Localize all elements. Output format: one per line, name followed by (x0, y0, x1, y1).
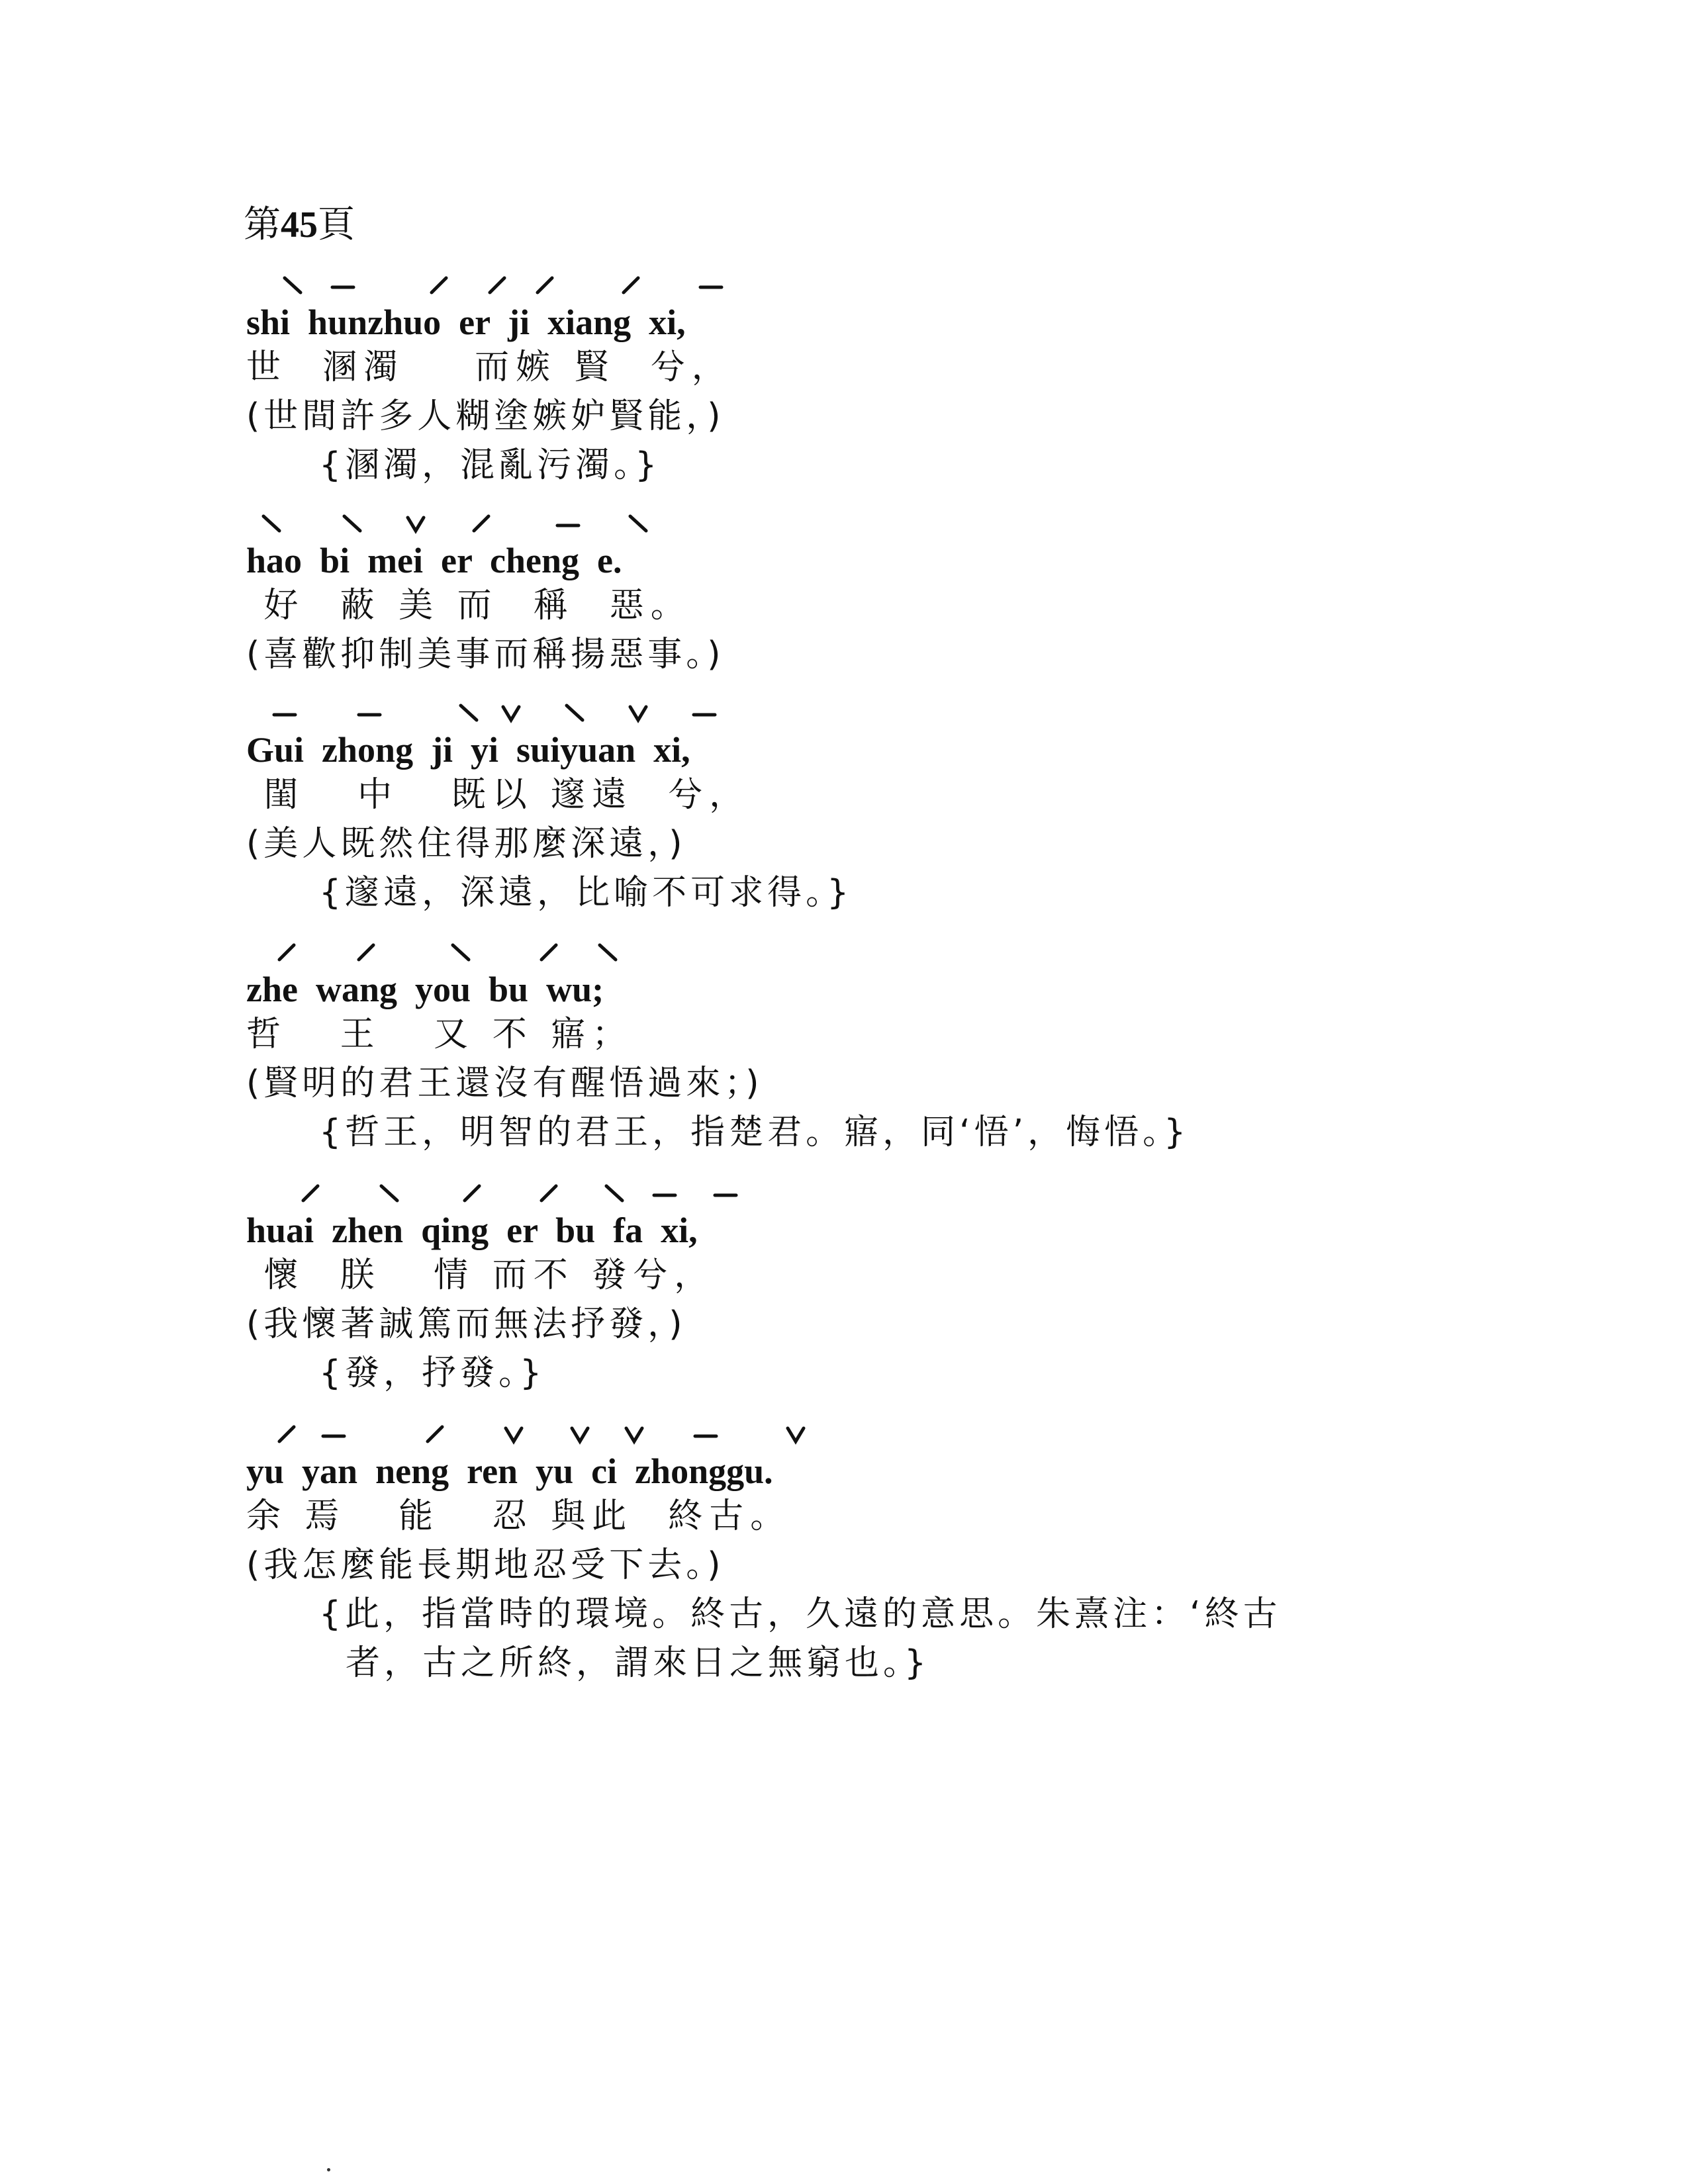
pinyin-line: hao bi mei er cheng e. (246, 541, 622, 580)
tone-mark-rising (273, 940, 299, 966)
tone-mark-dipping (567, 1422, 593, 1448)
pinyin-line: Gui zhong ji yi suiyuan xi, (246, 730, 690, 770)
pinyin-line: zhe wang you bu wu; (246, 970, 604, 1009)
translation-line: (賢明的君王還沒有醒悟過來；) (246, 1064, 763, 1103)
tone-marks (246, 1422, 1504, 1451)
tone-mark-level (651, 1181, 678, 1207)
tone-mark-falling (455, 700, 482, 727)
tone-marks (246, 700, 1504, 729)
stanza-1 (246, 273, 1504, 490)
page-number-suffix: 頁 (318, 203, 355, 246)
tone-mark-rising (352, 940, 379, 966)
chinese-line: 余 焉 能 忍 與此 終古。 (246, 1496, 792, 1536)
scan-speck (327, 2168, 330, 2171)
tone-mark-falling (339, 511, 365, 537)
tone-mark-dipping (500, 1422, 527, 1448)
tone-mark-falling (561, 700, 588, 727)
tone-mark-rising (535, 1181, 561, 1207)
tone-mark-falling (594, 940, 621, 966)
annotation-note-continued: 者，古之所終，謂來日之無窮也。} (346, 1643, 931, 1683)
tone-mark-rising (531, 273, 557, 299)
tone-mark-level (356, 700, 383, 727)
chinese-line: 好 蔽 美 而 稱 惡。 (246, 586, 692, 625)
tone-mark-rising (297, 1181, 323, 1207)
tone-marks (246, 940, 1504, 969)
tone-mark-dipping (402, 511, 429, 537)
tone-mark-falling (376, 1181, 402, 1207)
stanza-2 (246, 511, 1504, 679)
tone-mark-level (555, 511, 581, 537)
translation-line: (我懷著誠篤而無法抒發，) (246, 1304, 686, 1344)
annotation-note: {發，抒發。} (319, 1353, 546, 1393)
tone-marks (246, 273, 1504, 302)
stanza-4 (246, 940, 1504, 1157)
translation-line: (美人既然住得那麼深遠，) (246, 824, 686, 864)
tone-mark-dipping (498, 700, 524, 727)
tone-mark-rising (273, 1422, 299, 1448)
tone-mark-falling (447, 940, 474, 966)
pinyin-line: shi hunzhuo er ji xiang xi, (246, 302, 686, 342)
tone-marks (246, 1181, 1504, 1210)
stanza-3 (246, 700, 1504, 917)
tone-mark-falling (601, 1181, 628, 1207)
tone-mark-falling (279, 273, 306, 299)
annotation-note: {溷濁，混亂污濁。} (319, 445, 661, 485)
tone-mark-dipping (625, 700, 651, 727)
translation-line: (我怎麼能長期地忍受下去。) (246, 1545, 725, 1585)
chinese-line: 懷 朕 情 而不 發兮， (246, 1255, 716, 1295)
tone-mark-level (271, 700, 298, 727)
chinese-line: 閨 中 既以 邃遠 兮， (246, 775, 751, 815)
tone-mark-falling (258, 511, 285, 537)
tone-mark-rising (617, 273, 643, 299)
stanza-5 (246, 1181, 1504, 1398)
tone-mark-level (712, 1181, 739, 1207)
stanza-6 (246, 1422, 1504, 1688)
tone-mark-rising (535, 940, 561, 966)
tone-mark-dipping (782, 1422, 809, 1448)
tone-mark-level (691, 700, 718, 727)
translation-line: (世間許多人糊塗嫉妒賢能，) (246, 396, 725, 436)
pinyin-line: yu yan neng ren yu ci zhonggu. (246, 1451, 773, 1491)
page-number-prefix: 第 (244, 203, 281, 246)
tone-mark-level (698, 273, 724, 299)
translation-line: (喜歡抑制美事而稱揚惡事。) (246, 635, 725, 674)
tone-mark-level (692, 1422, 719, 1448)
tone-mark-falling (625, 511, 651, 537)
tone-mark-dipping (621, 1422, 647, 1448)
tone-mark-rising (458, 1181, 485, 1207)
chinese-line: 世 溷濁 而嫉 賢 兮， (246, 347, 733, 387)
pinyin-line: huai zhen qing er bu fa xi, (246, 1210, 698, 1250)
tone-mark-level (330, 273, 356, 299)
annotation-note: {此，指當時的環境。終古，久遠的意思。朱熹注：‘終古 (319, 1594, 1282, 1634)
tone-mark-rising (421, 1422, 447, 1448)
tone-mark-rising (425, 273, 451, 299)
tone-mark-rising (483, 273, 510, 299)
tone-mark-rising (467, 511, 494, 537)
annotation-note: {哲王，明智的君王，指楚君。寤，同‘悟’，悔悟。} (319, 1113, 1190, 1152)
chinese-line: 哲 王 又 不 寤； (246, 1015, 633, 1054)
page-number (244, 199, 355, 251)
tone-marks (246, 511, 1504, 540)
annotation-note: {邃遠，深遠，比喻不可求得。} (319, 873, 853, 913)
tone-mark-level (320, 1422, 347, 1448)
page-number-value: 45 (281, 205, 318, 246)
